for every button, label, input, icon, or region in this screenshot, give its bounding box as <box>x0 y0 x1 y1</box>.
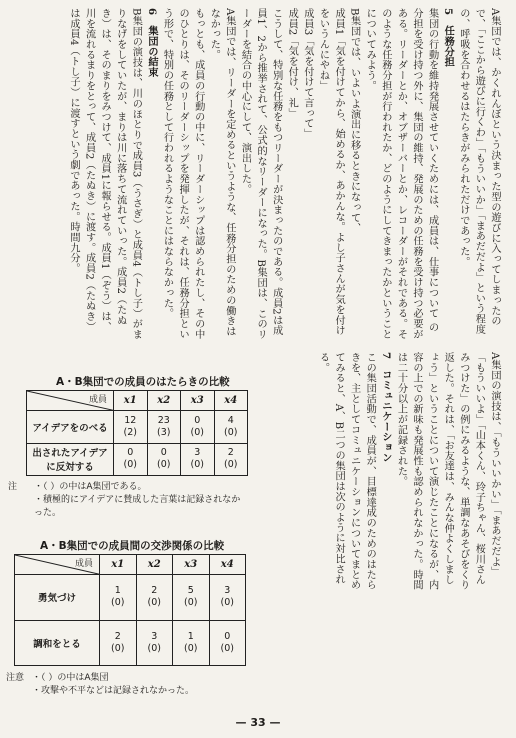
corner-label: 成員 <box>88 395 107 405</box>
value-cell <box>114 443 148 475</box>
upper-paragraph: 集団の行動を維持発展させていくためには、成員は、仕事について の分担を受け持つ外に、集団の維持、発展のための任務を受け持つ必要がある。リーダーとか、オブザーバーとか、レコーダーがそれである。そのような任務分担が行われたか、どのようにしてきまったかということについてみよう。 <box>364 8 438 340</box>
table-row <box>27 443 248 475</box>
column-header: x4 <box>214 391 248 411</box>
b-group-value: 5 <box>187 585 194 597</box>
value-cell <box>136 620 173 665</box>
b-group-value: 2 <box>114 630 121 642</box>
a-group-value: (0) <box>224 426 238 438</box>
a-group-value: (0) <box>147 597 161 609</box>
a-group-value: (0) <box>224 459 238 471</box>
a-group-value: (0) <box>220 597 234 609</box>
row-label: アイデアをのべる <box>27 411 114 443</box>
a-group-value: (0) <box>111 642 125 654</box>
note-item: ・（ ）の中はA集団 <box>32 673 109 683</box>
value-cell <box>181 411 215 443</box>
a-group-value: (2) <box>123 426 137 438</box>
upper-paragraph: こうして、特別な任務をもつリーダーが決まったのである。成員2は成員1、2から推挙されて、公式的なリーダーになった。B集団は、このリーダーを結合の中心にして、演出した。 <box>239 8 282 340</box>
a-group-value: (0) <box>184 597 198 609</box>
upper-paragraph: B集団では、いよいよ演出に移るときになって、 <box>348 8 360 233</box>
table2-notes <box>6 672 246 698</box>
value-cell <box>209 575 246 620</box>
value-cell <box>209 620 246 665</box>
upper-paragraph: 成員2「気を付け、礼」 <box>286 8 298 119</box>
page-number: — 33 — <box>235 716 281 729</box>
upper-paragraph: A集団では、リーダーを定めるというような、任務分担のための働きはなかった。 <box>208 8 235 337</box>
main-text-column-lower-right <box>254 352 502 592</box>
b-group-value: 0 <box>160 447 167 459</box>
row-label: 出されたアイデアに反対する <box>27 443 114 475</box>
b-group-value: 0 <box>224 630 231 642</box>
b-group-value: 2 <box>151 585 158 597</box>
b-group-value: 4 <box>227 414 234 426</box>
lower-paragraph: A集団の演技は、「もういいかい」「まあだだよ」「もういいよ」「山本くん、玲子ちゃん、桜川さんみつけた」の例にみるような、単調なあそびをくり返した。それは、「お友達は、みんな仲よくしましょう」ということについて演じたことになるが、内容の上での新味も発展性も認められなかった。時間は二十分以上が記録された。 <box>395 352 500 591</box>
column-header: x1 <box>114 391 148 411</box>
b-group-value: 0 <box>127 447 134 459</box>
table-row <box>15 575 246 620</box>
a-group-value: (0) <box>220 642 234 654</box>
note-item: ・（ ）の中はA集団である。 <box>34 482 147 492</box>
value-cell <box>100 575 137 620</box>
lower-paragraph: この集団活動で、成員が、目標達成のためのはたらきを、主としてコミュニケーションについてまとめてみると、A、B二つの集団は次のように対比される。 <box>317 352 376 591</box>
table-corner-header <box>15 555 100 575</box>
value-cell <box>181 443 215 475</box>
a-group-value: (0) <box>147 642 161 654</box>
a-group-value: (0) <box>190 459 204 471</box>
column-header: x2 <box>147 391 181 411</box>
column-header: x3 <box>181 391 215 411</box>
b-group-value: 3 <box>151 630 158 642</box>
table-row <box>27 411 248 443</box>
corner-label: 成員 <box>74 559 93 569</box>
a-group-value: (0) <box>190 426 204 438</box>
upper-paragraph: A集団では、かくれんぼという決まった型の遊びに入ってしまったので、「ここから遊びに行くわ」「もういいか」「まあだだよ」という程度の、呼吸を合わせるはたらきがみられただけであった。 <box>457 8 500 335</box>
b-group-value: 1 <box>114 585 121 597</box>
upper-paragraph: 成員1「気を付けてから、始めるか、あかんな。よし子さんが気を付けをいうんにやね」 <box>317 8 345 336</box>
b-group-value: 3 <box>194 447 201 459</box>
value-cell <box>136 575 173 620</box>
notes-label: 注意 <box>6 673 25 683</box>
b-group-value: 12 <box>124 414 137 426</box>
a-group-value: (0) <box>157 459 171 471</box>
value-cell <box>147 411 181 443</box>
row-label: 勇気づけ <box>15 575 100 620</box>
note-item: ・積極的にアイデアに賛成した言葉は記録されなかった。 <box>34 495 241 518</box>
main-text-column-upper <box>12 8 502 340</box>
notes-label: 注 <box>8 482 18 492</box>
a-group-value: (0) <box>123 459 137 471</box>
section-heading: 5 任務分担 <box>442 8 455 67</box>
b-group-value: 3 <box>224 585 231 597</box>
upper-paragraph: B集団の演技は、川のほとりで成員3（うさぎ）と成員4（トし子）がまりなげをしていたが、まりは川に落ちて流れていった。成員2（たぬき）は、そのまりをみつけて、成員1に報らせる。成員1（ぞう）は、川を流れるまりをとって、成員2（たぬき）に渡す。成員2（たぬき）は成員4（トし子）に渡すという劇であった。時間九分。 <box>67 8 142 340</box>
upper-paragraph: もっとも、成員の行動の中に、リーダーシップは認められたし、その中のひとりは、そのリーダーシップを発揮したが、それは、任務分担という形で、特別の任務として行われるようなことにはならなかった。 <box>161 8 204 340</box>
value-cell <box>214 411 248 443</box>
b-group-value: 0 <box>194 414 201 426</box>
note-item: ・攻撃や不平などは記録されなかった。 <box>32 686 195 696</box>
a-group-value: (3) <box>157 426 171 438</box>
value-cell <box>214 443 248 475</box>
table1-member-roles <box>26 390 248 476</box>
upper-paragraph: 成員3「気を付けて言って」 <box>301 8 313 139</box>
section-heading: 7 コミュニケーション <box>379 352 392 463</box>
table-row <box>15 620 246 665</box>
table1-notes <box>8 481 248 520</box>
column-header: x4 <box>209 555 246 575</box>
a-group-value: (0) <box>111 597 125 609</box>
value-cell <box>147 443 181 475</box>
section-heading: 6 集団の結束 <box>145 8 158 78</box>
table2-title: A・B集団での成員間の交渉関係の比較 <box>40 540 225 552</box>
value-cell <box>114 411 148 443</box>
row-label: 調和をとる <box>15 620 100 665</box>
b-group-value: 23 <box>157 414 170 426</box>
value-cell <box>100 620 137 665</box>
b-group-value: 1 <box>187 630 194 642</box>
table-corner-header <box>27 391 114 411</box>
table1-title: A・B集団での成員のはたらきの比較 <box>56 376 230 388</box>
a-group-value: (0) <box>184 642 198 654</box>
b-group-value: 2 <box>227 447 234 459</box>
column-header: x1 <box>100 555 137 575</box>
column-header: x3 <box>173 555 210 575</box>
value-cell <box>173 575 210 620</box>
column-header: x2 <box>136 555 173 575</box>
value-cell <box>173 620 210 665</box>
table2-member-interactions <box>14 554 246 666</box>
